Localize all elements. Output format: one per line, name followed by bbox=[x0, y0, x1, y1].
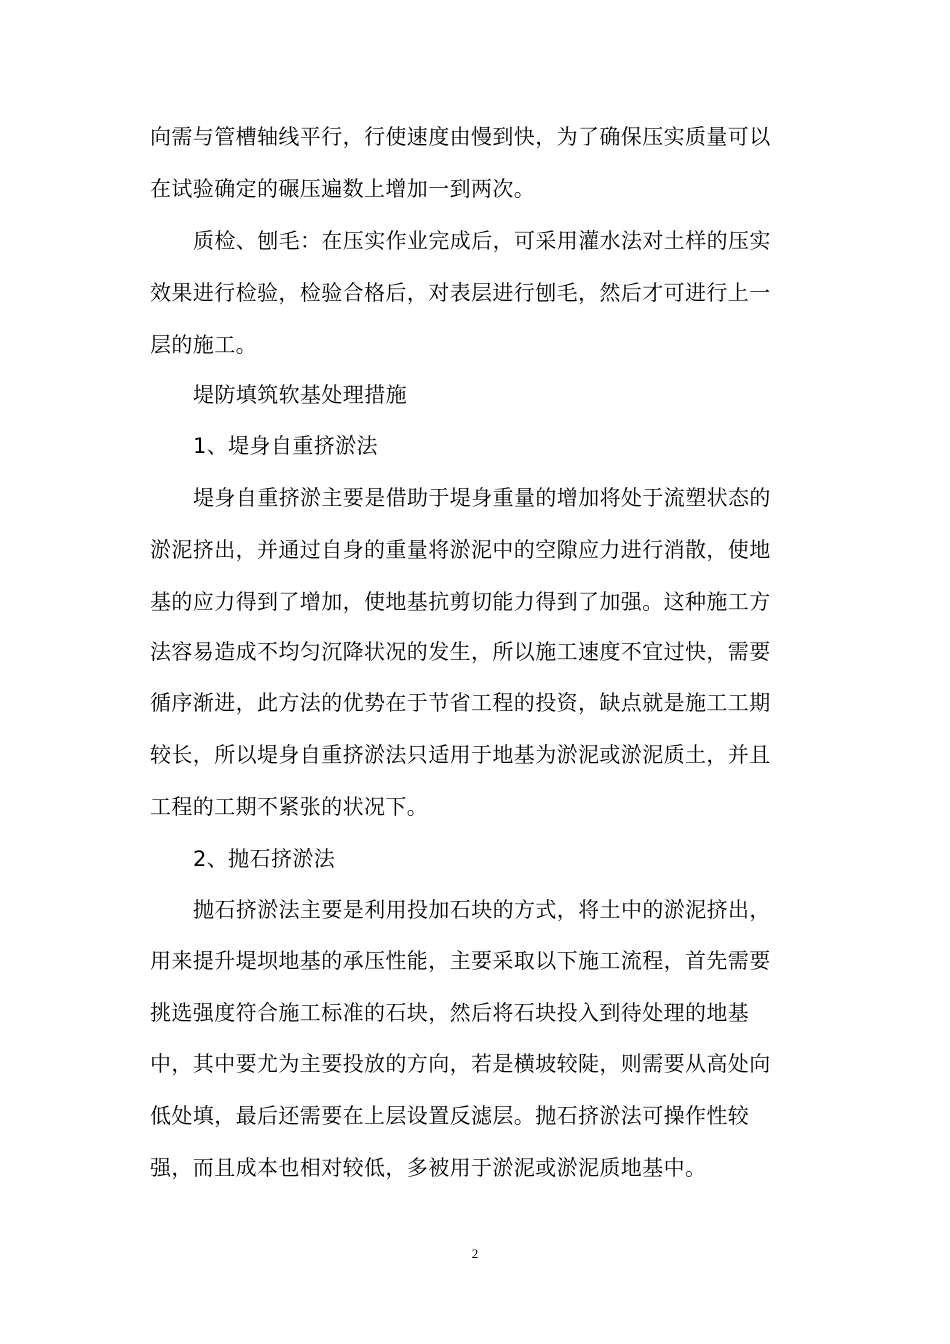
text-line: 法容易造成不均匀沉降状况的发生，所以施工速度不宜过快，需要 bbox=[150, 640, 771, 664]
page-number: 2 bbox=[471, 1246, 479, 1261]
text-line: 低处填，最后还需要在上层设置反滤层。抛石挤淤法可操作性较 bbox=[150, 1104, 750, 1128]
text-line: 基的应力得到了增加，使地基抗剪切能力得到了加强。这种施工方 bbox=[150, 590, 771, 614]
text-line: 效果进行检验，检验合格后，对表层进行刨毛，然后才可进行上一 bbox=[150, 281, 771, 305]
text-line: 工程的工期不紧张的状况下。 bbox=[150, 795, 429, 819]
text-line: 在试验确定的碾压遍数上增加一到两次。 bbox=[150, 177, 536, 201]
text-line: 循序渐进，此方法的优势在于节省工程的投资，缺点就是施工工期 bbox=[150, 691, 771, 715]
text-line: 用来提升堤坝地基的承压性能，主要采取以下施工流程，首先需要 bbox=[150, 949, 771, 973]
text-line: 淤泥挤出，并通过自身的重量将淤泥中的空隙应力进行消散，使地 bbox=[150, 538, 771, 562]
text-line: 中，其中要尤为主要投放的方向，若是横坡较陡，则需要从高处向 bbox=[150, 1052, 771, 1076]
subsection-heading: 2、抛石挤淤法 bbox=[193, 847, 336, 871]
subsection-heading: 1、堤身自重挤淤法 bbox=[193, 434, 378, 458]
text-line: 挑选强度符合施工标准的石块，然后将石块投入到待处理的地基 bbox=[150, 1001, 750, 1025]
text-line: 层的施工。 bbox=[150, 333, 257, 357]
text-line: 质检、刨毛：在压实作业完成后，可采用灌水法对土样的压实 bbox=[193, 229, 771, 253]
section-heading: 堤防填筑软基处理措施 bbox=[193, 383, 407, 407]
text-line: 强，而且成本也相对较低，多被用于淤泥或淤泥质地基中。 bbox=[150, 1156, 707, 1180]
text-line: 向需与管槽轴线平行，行使速度由慢到快，为了确保压实质量可以 bbox=[150, 125, 771, 149]
text-line: 堤身自重挤淤主要是借助于堤身重量的增加将处于流塑状态的 bbox=[193, 486, 771, 510]
text-line: 较长，所以堤身自重挤淤法只适用于地基为淤泥或淤泥质土，并且 bbox=[150, 743, 771, 767]
text-line: 抛石挤淤法主要是利用投加石块的方式，将土中的淤泥挤出， bbox=[193, 898, 771, 922]
